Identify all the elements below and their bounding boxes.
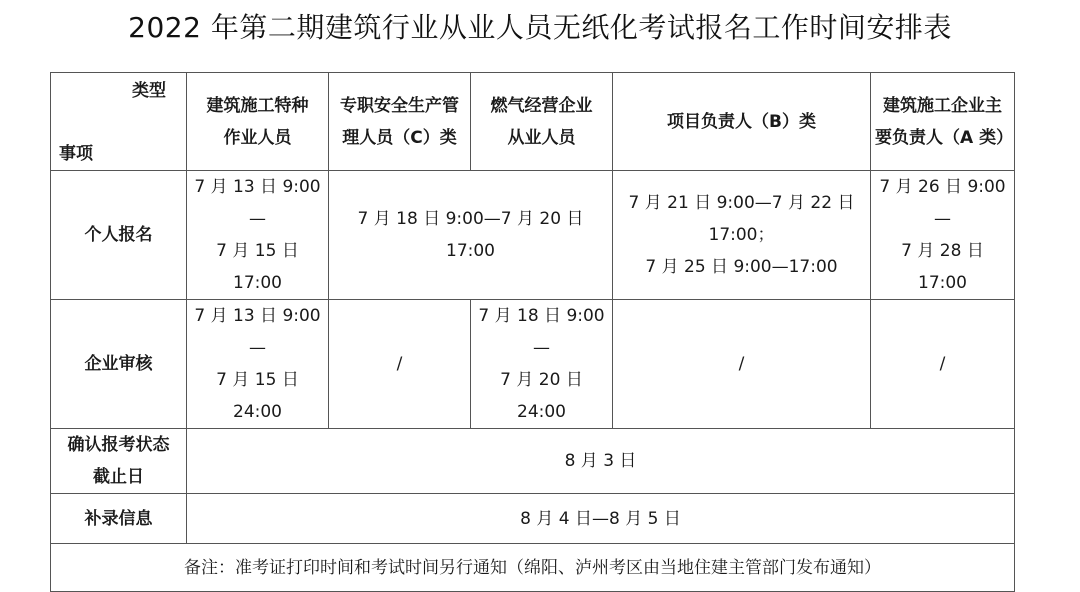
cell-line: 7 月 26 日 9:00— <box>879 177 1006 229</box>
cell-personal-special <box>187 171 329 300</box>
cell-company-safety: / <box>329 300 471 429</box>
column-header-line: 作业人员 <box>223 127 292 148</box>
table-header-row <box>51 73 1015 171</box>
cell-line: 7 月 28 日 17:00 <box>901 241 984 293</box>
cell-line: 7 月 15 日 24:00 <box>216 370 299 422</box>
cell-line: 7 月 21 日 9:00—7 月 22 日 <box>628 193 855 213</box>
cell-line: 7 月 25 日 9:00—17:00 <box>645 257 838 277</box>
corner-type-label: 类型 <box>132 81 166 101</box>
schedule-table <box>50 72 1015 592</box>
cell-line: 7 月 13 日 9:00— <box>194 306 321 358</box>
corner-cell <box>51 73 187 171</box>
cell-line: 7 月 18 日 9:00— <box>478 306 605 358</box>
row-label-personal: 个人报名 <box>51 171 187 300</box>
column-header-line: 项目负责人（B）类 <box>667 111 816 132</box>
table-note-row <box>51 544 1015 592</box>
page-title: 2022 年第二期建筑行业从业人员无纸化考试报名工作时间安排表 <box>128 11 952 44</box>
cell-company-gas <box>471 300 613 429</box>
cell-confirm-deadline: 8 月 3 日 <box>187 429 1015 494</box>
column-header-line: 建筑施工特种 <box>206 95 309 116</box>
cell-line: 7 月 20 日 24:00 <box>500 370 583 422</box>
row-label-company: 企业审核 <box>51 300 187 429</box>
column-header-line: 从业人员 <box>507 127 576 148</box>
cell-line: 确认报考状态 <box>67 435 170 455</box>
cell-line: 截止日 <box>93 467 144 487</box>
column-header-special-workers <box>187 73 329 171</box>
column-header-line: 要负责人（A 类） <box>875 127 1014 148</box>
cell-company-company-leader: / <box>871 300 1015 429</box>
column-header-line: 燃气经营企业 <box>490 95 593 116</box>
table-row <box>51 429 1015 494</box>
cell-line: 17:00； <box>708 225 775 245</box>
cell-personal-company-leader <box>871 171 1015 300</box>
column-header-project-leader <box>613 73 871 171</box>
column-header-line: 专职安全生产管 <box>340 95 459 116</box>
column-header-company-leader <box>871 73 1015 171</box>
cell-company-project: / <box>613 300 871 429</box>
column-header-line: 理人员（C）类 <box>342 127 457 148</box>
column-header-line: 建筑施工企业主 <box>883 95 1002 116</box>
column-header-safety-managers <box>329 73 471 171</box>
row-label-supplement: 补录信息 <box>51 494 187 544</box>
cell-line: 7 月 13 日 9:00— <box>194 177 321 229</box>
cell-supplement-dates: 8 月 4 日—8 月 5 日 <box>187 494 1015 544</box>
corner-item-label: 事项 <box>59 144 93 164</box>
table-row <box>51 171 1015 300</box>
note-text: 备注：准考证打印时间和考试时间另行通知（绵阳、泸州考区由当地住建主管部门发布通知） <box>51 544 1015 592</box>
cell-line: 7 月 15 日 17:00 <box>216 241 299 293</box>
column-header-gas-workers <box>471 73 613 171</box>
table-row <box>51 300 1015 429</box>
cell-personal-safety-gas: 7 月 18 日 9:00—7 月 20 日 17:00 <box>329 171 613 300</box>
cell-personal-project <box>613 171 871 300</box>
cell-company-special <box>187 300 329 429</box>
table-row <box>51 494 1015 544</box>
row-label-confirm <box>51 429 187 494</box>
